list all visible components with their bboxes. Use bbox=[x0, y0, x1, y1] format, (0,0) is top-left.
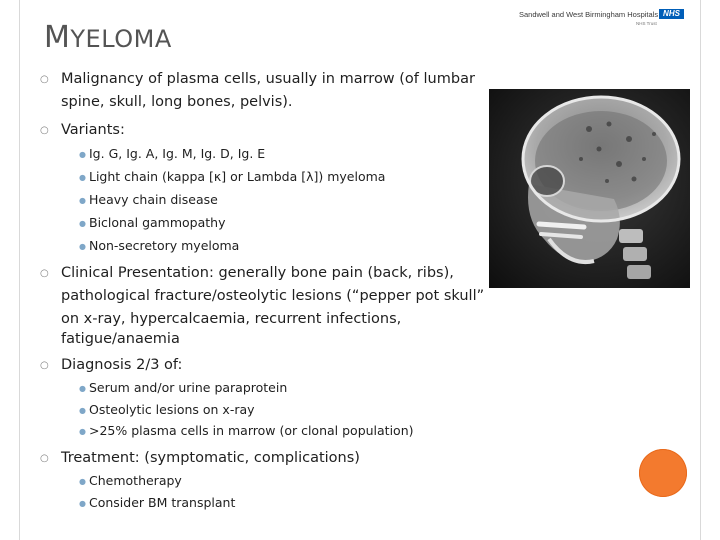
filled-circle-bullet-icon: ● bbox=[79, 150, 86, 159]
filled-circle-bullet-icon: ● bbox=[79, 242, 86, 251]
filled-circle-bullet-icon: ● bbox=[79, 406, 86, 415]
treatment-item: Consider BM transplant bbox=[89, 495, 236, 510]
clinical-line-4: fatigue/anaemia bbox=[61, 331, 180, 347]
logo-subtitle: NHS Trust bbox=[636, 21, 657, 26]
filled-circle-bullet-icon: ● bbox=[79, 219, 86, 228]
nhs-badge: NHS bbox=[659, 9, 684, 19]
hollow-circle-bullet-icon: ○ bbox=[40, 360, 49, 371]
filled-circle-bullet-icon: ● bbox=[79, 427, 86, 436]
slide-title: MYELOMA bbox=[44, 20, 172, 55]
hollow-circle-bullet-icon: ○ bbox=[40, 453, 49, 464]
variant-item: Heavy chain disease bbox=[89, 192, 218, 207]
variants-heading: Variants: bbox=[61, 122, 125, 138]
hollow-circle-bullet-icon: ○ bbox=[40, 125, 49, 136]
clinical-line-3: on x-ray, hypercalcaemia, recurrent infections, bbox=[61, 311, 402, 327]
filled-circle-bullet-icon: ● bbox=[79, 384, 86, 393]
diagnosis-item: >25% plasma cells in marrow (or clonal population) bbox=[89, 423, 414, 438]
logo-org-name: Sandwell and West Birmingham Hospitals bbox=[519, 10, 659, 19]
diagnosis-item: Osteolytic lesions on x-ray bbox=[89, 402, 255, 417]
clinical-line-2: pathological fracture/osteolytic lesions (“pepper pot skull” bbox=[61, 288, 485, 304]
variant-item: Ig. G, Ig. A, Ig. M, Ig. D, Ig. E bbox=[89, 146, 266, 161]
hollow-circle-bullet-icon: ○ bbox=[40, 268, 49, 279]
clinical-text: generally bone pain (back, ribs), bbox=[213, 265, 454, 281]
clinical-line-1 bbox=[61, 262, 454, 285]
filled-circle-bullet-icon: ● bbox=[79, 173, 86, 182]
treatment-label: Treatment: bbox=[61, 450, 140, 466]
treatment-text: (symptomatic, complications) bbox=[139, 450, 360, 466]
variant-item: Light chain (kappa [κ] or Lambda [λ]) myeloma bbox=[89, 169, 386, 184]
treatment-line bbox=[61, 447, 360, 470]
skull-xray-image bbox=[489, 89, 690, 288]
right-border-line bbox=[700, 0, 701, 540]
left-border-line bbox=[19, 0, 20, 540]
filled-circle-bullet-icon: ● bbox=[79, 499, 86, 508]
filled-circle-bullet-icon: ● bbox=[79, 196, 86, 205]
hollow-circle-bullet-icon: ○ bbox=[40, 74, 49, 85]
variant-item: Non-secretory myeloma bbox=[89, 238, 240, 253]
treatment-item: Chemotherapy bbox=[89, 473, 182, 488]
decorative-orange-circle bbox=[639, 449, 687, 497]
variant-item: Biclonal gammopathy bbox=[89, 215, 226, 230]
diagnosis-heading: Diagnosis 2/3 of: bbox=[61, 357, 183, 373]
clinical-label: Clinical Presentation: bbox=[61, 265, 214, 281]
malignancy-line-2: spine, skull, long bones, pelvis). bbox=[61, 94, 293, 110]
diagnosis-item: Serum and/or urine paraprotein bbox=[89, 380, 288, 395]
malignancy-line-1: Malignancy of plasma cells, usually in marrow (of lumbar bbox=[61, 71, 475, 87]
hospital-logo bbox=[519, 8, 685, 28]
filled-circle-bullet-icon: ● bbox=[79, 477, 86, 486]
